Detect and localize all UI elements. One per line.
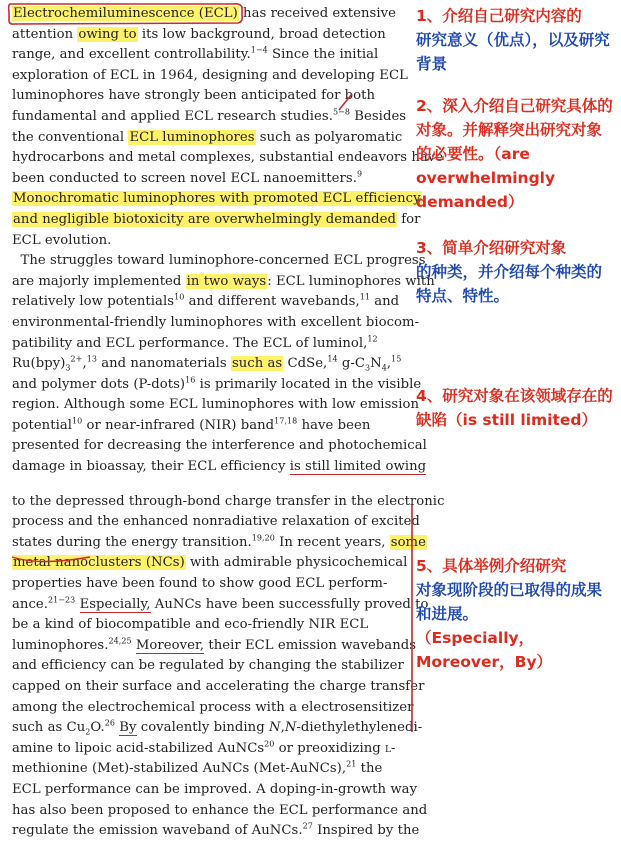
annotation-4 (416, 384, 616, 432)
annotation-4-text: 4、研究对象在该领域存在的缺陷（is still limited） (416, 387, 613, 429)
highlight: such as (231, 356, 283, 372)
text-line: to the depressed through-bond charge transfer in the electronic (12, 493, 445, 509)
text-line: has also been proposed to enhance the ECL performance and (12, 802, 428, 818)
highlight: ECL luminophores (129, 129, 255, 145)
annotation-2-text: 2、深入介绍自己研究具体的对象。并解释突出研究对象的必要性。（are overwhelmingly demanded） (416, 97, 613, 211)
text-line: capped on their surface and accelerating the charge transfer (12, 679, 425, 694)
annotation-2 (416, 94, 616, 214)
annotation-3-red: 3、简单介绍研究对象 (416, 239, 567, 257)
annotation-3 (416, 236, 616, 308)
text-line: and efficiency can be regulated by changing the stabilizer (12, 658, 404, 674)
text-line: exploration of ECL in 1964, designing and developing ECL (12, 67, 408, 83)
text-line: ECL performance can be improved. A doping-in-growth way (12, 781, 418, 797)
text-line: properties have been found to show good ECL perform- (12, 576, 388, 592)
text-line: presented for decreasing the interference and photochemical (12, 438, 427, 454)
text-line: hydrocarbons and metal complexes, substantial endeavors have (12, 150, 444, 166)
annotation-5-tail: （Especially，Moreover，By） (416, 629, 553, 671)
text-line: such as $Cu_2O.^{26}$ By covalently binding N,N-diethylethylenedi- (12, 718, 423, 737)
highlight: some (390, 534, 426, 550)
text-line: range, and excellent controllability.$^{1-4}$ Since the initial (12, 45, 379, 63)
text-line: $Ru(bpy)_3^{2+},^{13}$ and nanomaterials such as CdSe,$^{14}$ $g-C_3N_4,^{15}$ (12, 354, 402, 373)
text-line: amine to lipoic acid-stabilized AuNCs$^{20}$ or preoxidizing L- (12, 739, 396, 756)
underline: Especially, (79, 596, 151, 612)
text-line: luminophores.$^{24,25}$ Moreover, their ECL emission wavebands (12, 636, 417, 653)
highlight: and negligible biotoxicity are overwhelmingly demanded (13, 211, 396, 227)
annotation-1-blue: 研究意义（优点），以及研究背景 (416, 31, 610, 73)
text-line: and polymer dots (P-dots)$^{16}$ is primarily located in the visible (12, 375, 422, 392)
underline: Moreover, (135, 637, 205, 653)
annotation-5-blue: 对象现阶段的已取得的成果和进展。 (416, 581, 603, 623)
text-line: attention owing to its low background, broad detection (12, 26, 386, 42)
text-line: ance.$^{21-23}$ Especially, AuNCs have been successfully proved to (12, 595, 429, 612)
text-line: damage in bioassay, their ECL efficiency is still limited owing (12, 459, 427, 475)
annotation-1-red: 1、介绍自己研究内容的 (416, 7, 582, 25)
underline: is still limited owing (289, 459, 427, 475)
text-line: luminophores have strongly been anticipated for both (12, 88, 376, 104)
highlight: in two ways (186, 273, 267, 289)
text-line: methionine (Met)-stabilized AuNCs (Met-AuNCs),$^{21}$ the (12, 759, 383, 777)
highlight: Monochromatic luminophores with promoted ECL efficiency (13, 191, 421, 207)
article-column (12, 4, 445, 842)
text-line: be a kind of biocompatible and eco-friendly NIR ECL (12, 617, 369, 633)
text-line: Electrochemiluminescence (ECL) has received extensive (13, 6, 396, 21)
text-line: the conventional ECL luminophores such as polyaromatic (12, 129, 403, 145)
text-line: potential$^{10}$ or near-infrared (NIR) band$^{17,18}$ have been (12, 416, 371, 433)
text-line: environmental-friendly luminophores with excellent biocom- (12, 314, 420, 330)
text-line: ECL evolution. (12, 232, 112, 248)
text-line: among the electrochemical process with a electrosensitizer (12, 699, 414, 715)
text-line (12, 189, 421, 210)
annotation-3-blue: 的种类，并介绍每个种类的特点、特性。 (416, 263, 603, 305)
highlight: Electrochemiluminescence (ECL) (13, 6, 238, 21)
text-line: patibility and ECL performance. The ECL of luminol,$^{12}$ (12, 334, 378, 351)
text-line: region. Although some ECL luminophores with low emission (12, 397, 420, 413)
highlight: metal nanoclusters (NCs) (13, 555, 185, 571)
text-line: states during the energy transition.$^{19,20}$ In recent years, some (12, 533, 426, 550)
annotation-5-red: 5、具体举例介绍研究 (416, 557, 567, 575)
annotation-1 (416, 4, 616, 76)
highlight: owing to (78, 26, 137, 42)
text-line: fundamental and applied ECL research studies.$^{5-8}$ Besides (12, 107, 407, 124)
text-line: been conducted to screen novel ECL nanoemitters.$^9$ (12, 169, 363, 186)
text-line: process and the enhanced nonradiative relaxation of excited (12, 514, 420, 530)
annotation-5 (416, 554, 616, 674)
text-line: metal nanoclusters (NCs) with admirable physicochemical (13, 555, 408, 571)
text-line: The struggles toward luminophore-concerned ECL progress (12, 253, 426, 269)
text-line: and negligible biotoxicity are overwhelmingly demanded for (13, 211, 421, 227)
underline: By (119, 720, 137, 736)
text-line: relatively low potentials$^{10}$ and different wavebands,$^{11}$ and (12, 292, 400, 310)
text-line: regulate the emission waveband of AuNCs.$^{27}$ Inspired by the (12, 821, 420, 839)
text-line: are majorly implemented in two ways: ECL luminophores with (12, 273, 435, 289)
